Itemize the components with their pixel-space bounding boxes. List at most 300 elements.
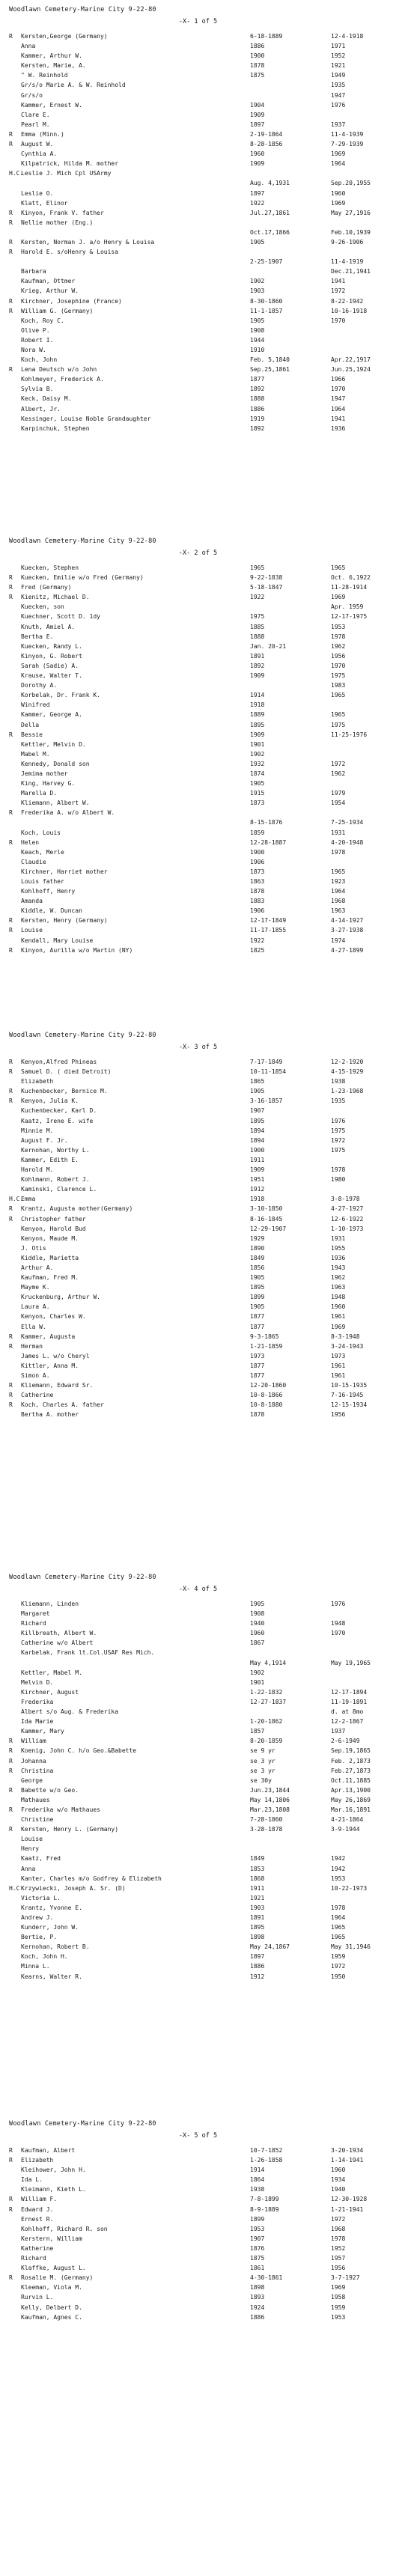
record-marker: R: [9, 1738, 13, 1745]
burial-record-row: [9, 936, 387, 946]
death-date: 3-20-1934: [331, 2147, 364, 2154]
person-name: Koch, Louis: [21, 829, 61, 836]
burial-record-row: [9, 1126, 387, 1136]
burial-record-row: [9, 100, 387, 110]
birth-date: 1905: [250, 1274, 265, 1282]
burial-record-row: [9, 1961, 387, 1971]
death-date: 1974: [331, 937, 346, 944]
death-date: 4-15-1929: [331, 1068, 364, 1076]
person-name: Clare E.: [21, 111, 50, 118]
burial-record-row: [9, 828, 387, 838]
burial-record-row: [9, 1351, 387, 1361]
death-date: 1949: [331, 72, 346, 79]
burial-record-row: [9, 1106, 387, 1115]
burial-record-row: [9, 1273, 387, 1282]
person-name: Kuechner, Scott D. 1dy: [21, 613, 100, 621]
death-date: 1961: [331, 1372, 346, 1379]
burial-record-row: [9, 1805, 387, 1815]
birth-date: 1-22-1832: [250, 1688, 283, 1696]
record-marker: R: [9, 366, 13, 374]
birth-date: 1904: [250, 101, 265, 109]
burial-record-row: [9, 1282, 387, 1292]
death-date: May 27,1916: [331, 209, 371, 216]
record-marker: R: [9, 1088, 13, 1095]
death-date: 1964: [331, 888, 346, 895]
burial-record-row: [9, 2175, 387, 2184]
burial-record-row: [9, 228, 387, 237]
birth-date: 1892: [250, 424, 265, 432]
burial-record-row: [9, 394, 387, 404]
person-name: Klaffke, August L.: [21, 2265, 86, 2272]
burial-record-row: [9, 1893, 387, 1903]
death-date: 1947: [331, 395, 346, 403]
burial-record-row: [9, 306, 387, 316]
person-name: Louise: [21, 927, 43, 934]
birth-date: 7-8-1899: [250, 2196, 279, 2203]
death-date: 7-25-1934: [331, 819, 364, 826]
birth-date: 1825: [250, 946, 265, 954]
record-marker: R: [9, 2147, 13, 2154]
birth-date: 12-17-1849: [250, 917, 287, 925]
birth-date: 12-28-1887: [250, 838, 287, 846]
person-name: Kettler, Mabel M.: [21, 1669, 82, 1676]
person-name: Kaatz, Irene E. wife: [21, 1117, 94, 1124]
burial-record-row: [9, 326, 387, 335]
birth-date: 1899: [250, 1294, 265, 1301]
death-date: 7-29-1939: [331, 141, 364, 148]
burial-record-row: [9, 1332, 387, 1342]
burial-record-row: [9, 149, 387, 159]
burial-record-row: [9, 198, 387, 208]
person-name: Ernest R.: [21, 2215, 54, 2223]
death-date: 3-7-1927: [331, 2274, 360, 2282]
birth-date: 1909: [250, 160, 265, 168]
burial-record-row: [9, 1234, 387, 1243]
death-date: 1964: [331, 160, 346, 168]
burial-record-row: [9, 582, 387, 592]
record-marker: R: [9, 2157, 13, 2164]
birth-date: 6-18-1889: [250, 33, 283, 40]
person-name: Koch, John: [21, 356, 58, 364]
person-name: Nellie mother (Eng.): [21, 219, 94, 226]
person-name: Pearl M.: [21, 121, 50, 128]
person-name: Elizabeth: [21, 2157, 54, 2164]
person-name: Kersten,George (Germany): [21, 33, 108, 40]
death-date: 1931: [331, 829, 346, 836]
birth-date: se 30y: [250, 1776, 272, 1784]
birth-date: 1922: [250, 594, 265, 601]
death-date: 1950: [331, 1973, 346, 1980]
birth-date: 1905: [250, 1303, 265, 1311]
death-date: Sep.20,1955: [331, 180, 371, 187]
birth-date: 1867: [250, 1639, 265, 1647]
record-marker: R: [9, 1059, 13, 1065]
burial-record-row: [9, 2205, 387, 2214]
birth-date: 1940: [250, 1620, 265, 1627]
burial-record-row: [9, 730, 387, 740]
burial-record-row: [9, 1214, 387, 1224]
person-name: Ida L.: [21, 2176, 43, 2184]
burial-record-row: [9, 1785, 387, 1795]
person-name: Kiddle, Marietta: [21, 1254, 79, 1261]
person-name: Kliemann, Edward Sr.: [21, 1382, 94, 1389]
death-date: 1968: [331, 898, 346, 905]
birth-date: 8-30-1860: [250, 297, 283, 305]
death-date: 1972: [331, 760, 346, 767]
burial-record-row: [9, 808, 387, 817]
birth-date: 1886: [250, 405, 265, 412]
burial-record-row: [9, 720, 387, 730]
death-date: 1960: [331, 189, 346, 197]
person-name: Kammer, Edith E.: [21, 1156, 79, 1163]
person-name: Christine: [21, 1816, 54, 1824]
birth-date: 1853: [250, 1865, 265, 1872]
person-name: Kersten, Henry L. (Germany): [21, 1826, 119, 1833]
person-name: Krzywiecki, Joseph A. Sr. (D): [21, 1884, 126, 1892]
burial-record-row: [9, 296, 387, 306]
death-date: 1956: [331, 2265, 346, 2272]
death-date: 1942: [331, 1865, 346, 1872]
person-name: Kunderr, John W.: [21, 1924, 79, 1931]
death-date: 1964: [331, 405, 346, 412]
birth-date: 1907: [250, 1107, 265, 1115]
birth-date: 1905: [250, 317, 265, 324]
birth-date: 1918: [250, 701, 265, 709]
person-name: Kienitz, Michael D.: [21, 594, 90, 601]
person-name: August W.: [21, 141, 54, 148]
record-marker: R: [9, 219, 13, 226]
death-date: 1976: [331, 1117, 346, 1124]
death-date: 1972: [331, 1963, 346, 1970]
person-name: Mathaues: [21, 1796, 50, 1803]
birth-date: 8-16-1845: [250, 1215, 283, 1222]
burial-record-row: [9, 1972, 387, 1982]
birth-date: 1914: [250, 2167, 265, 2174]
burial-record-row: [9, 237, 387, 247]
person-name: Korbelak, Dr. Frank K.: [21, 692, 100, 699]
burial-record-row: [9, 886, 387, 896]
death-date: 11-4-1919: [331, 258, 364, 266]
death-date: 1962: [331, 1274, 346, 1282]
birth-date: 1960: [250, 150, 265, 158]
person-name: Leslie J. Mich Cpl USArmy: [21, 170, 112, 177]
burial-record-row: [9, 2273, 387, 2283]
birth-date: 9-22-1838: [250, 574, 283, 582]
birth-date: 1973: [250, 1352, 265, 1359]
birth-date: 1868: [250, 1875, 265, 1882]
birth-date: 1873: [250, 868, 265, 875]
record-marker: R: [9, 130, 13, 138]
birth-date: 1953: [250, 2225, 265, 2232]
death-date: Apr.13,1900: [331, 1786, 371, 1794]
burial-record-row: [9, 1932, 387, 1942]
burial-record-row: [9, 2184, 387, 2194]
birth-date: 1874: [250, 770, 265, 777]
birth-date: 3-28-1878: [250, 1826, 283, 1833]
burial-record-row: [9, 2303, 387, 2312]
person-name: Kirchner, Josephine (France): [21, 297, 122, 305]
death-date: Feb.10,1939: [331, 228, 371, 236]
birth-date: Jun.23,1844: [250, 1786, 290, 1794]
person-name: Karpinchuk, Stephen: [21, 424, 90, 432]
death-date: 12-15-1934: [331, 1401, 368, 1409]
transcription-sheet: [9, 2119, 387, 2322]
burial-record-row: [9, 1687, 387, 1697]
burial-record-row: [9, 218, 387, 228]
birth-date: 1918: [250, 1196, 265, 1203]
person-name: Kernohan, Robert B.: [21, 1943, 90, 1951]
birth-date: 1909: [250, 731, 265, 738]
person-name: Marella D.: [21, 790, 58, 797]
death-date: 1971: [331, 43, 346, 50]
death-date: 1973: [331, 1352, 346, 1359]
burial-record-row: [9, 247, 387, 257]
birth-date: 10-8-1880: [250, 1401, 283, 1409]
person-name: Leslie O.: [21, 189, 54, 197]
person-name: Kendall, Mary Louise: [21, 937, 94, 944]
birth-date: se 3 yr: [250, 1767, 275, 1774]
death-date: 9-26-1906: [331, 238, 364, 246]
burial-record-row: [9, 1628, 387, 1638]
burial-record-row: [9, 2253, 387, 2263]
person-name: Barbara: [21, 268, 46, 275]
birth-date: 1891: [250, 652, 265, 660]
record-marker: R: [9, 249, 13, 256]
record-marker: R: [9, 1806, 13, 1813]
burial-record-row: [9, 1942, 387, 1952]
birth-date: 1906: [250, 907, 265, 915]
person-name: Elizabeth: [21, 1078, 54, 1085]
death-date: 12-6-1922: [331, 1215, 364, 1222]
person-name: Koch, Charles A. father: [21, 1401, 104, 1409]
death-date: 4-14-1927: [331, 917, 364, 925]
birth-date: 1892: [250, 386, 265, 393]
burial-record-row: [9, 1638, 387, 1648]
person-name: Fred (Germany): [21, 584, 72, 591]
birth-date: 1902: [250, 1669, 265, 1676]
burial-record-row: [9, 2244, 387, 2253]
burial-record-row: [9, 1756, 387, 1766]
death-date: May 19,1965: [331, 1659, 371, 1666]
birth-date: 1888: [250, 395, 265, 403]
birth-date: 1875: [250, 2255, 265, 2262]
birth-date: 1890: [250, 1244, 265, 1252]
birth-date: 1-21-1859: [250, 1342, 283, 1350]
burial-record-row: [9, 2155, 387, 2165]
birth-date: 1909: [250, 672, 265, 680]
death-date: 1976: [331, 101, 346, 109]
death-date: Feb. 2,1873: [331, 1757, 371, 1764]
burial-record-row: [9, 2194, 387, 2204]
sheet-header: Woodlawn Cemetery-Marine City 9-22-80: [9, 2120, 156, 2128]
person-name: August F. Jr.: [21, 1136, 68, 1144]
death-date: 1975: [331, 1146, 346, 1154]
death-date: 1975: [331, 672, 346, 680]
person-name: Herman: [21, 1342, 43, 1350]
birth-date: 1960: [250, 1630, 265, 1637]
person-name: Ida Marie: [21, 1718, 54, 1726]
page-number-label: -X- 2 of 5: [178, 549, 218, 557]
death-date: Jun.25,1924: [331, 366, 371, 374]
burial-record-row: [9, 867, 387, 877]
death-date: 1960: [331, 1303, 346, 1311]
burial-record-row: [9, 651, 387, 661]
death-date: 1980: [331, 1176, 346, 1184]
burial-record-row: [9, 424, 387, 433]
person-name: Kohlmann, Robert J.: [21, 1176, 90, 1184]
death-date: 1936: [331, 424, 346, 432]
person-name: Bertha E.: [21, 633, 54, 640]
person-name: Kammer, George A.: [21, 711, 82, 719]
birth-date: 1891: [250, 1914, 265, 1921]
record-marker: R: [9, 1747, 13, 1755]
burial-record-row: [9, 925, 387, 935]
person-name: " W. Reinhold: [21, 72, 68, 79]
person-name: Kanter, Charles m/o Godfrey & Elizabeth: [21, 1875, 162, 1882]
birth-date: 1922: [250, 199, 265, 207]
transcription-sheet: [9, 1030, 387, 1419]
person-name: Kaufman, Fred M.: [21, 1274, 79, 1282]
death-date: 1931: [331, 1234, 346, 1242]
burial-record-row: [9, 345, 387, 355]
person-name: Koenig, John C. h/o Geo.&Babette: [21, 1747, 137, 1755]
burial-record-row: [9, 1302, 387, 1312]
birth-date: 1902: [250, 750, 265, 758]
death-date: Oct.11,1885: [331, 1776, 371, 1784]
sheet-header: Woodlawn Cemetery-Marine City 9-22-80: [9, 6, 156, 13]
death-date: 1969: [331, 150, 346, 158]
record-marker: R: [9, 1205, 13, 1213]
burial-record-row: [9, 1864, 387, 1874]
death-date: 3-27-1938: [331, 927, 364, 934]
death-date: 12-2-1920: [331, 1059, 364, 1065]
death-date: 1983: [331, 682, 346, 689]
death-date: Apr. 1959: [331, 603, 364, 611]
burial-record-row: [9, 51, 387, 61]
person-name: Albert s/o Aug. & Frederika: [21, 1708, 119, 1716]
burial-record-row: [9, 1410, 387, 1419]
death-date: 1-10-1973: [331, 1225, 364, 1232]
burial-record-row: [9, 710, 387, 719]
burial-record-row: [9, 1145, 387, 1155]
person-name: Kersten, Norman J. a/o Henry & Louisa: [21, 238, 155, 246]
birth-date: 1861: [250, 2265, 265, 2272]
burial-record-row: [9, 740, 387, 749]
record-marker: R: [9, 2205, 13, 2213]
birth-date: 1897: [250, 121, 265, 128]
person-name: Nora W.: [21, 347, 46, 353]
burial-record-row: [9, 1380, 387, 1390]
burial-record-row: [9, 1884, 387, 1893]
person-name: Catherine w/o Albert: [21, 1639, 94, 1647]
death-date: 1969: [331, 2284, 346, 2292]
person-name: Kerstern, William: [21, 2235, 82, 2242]
person-name: Kilpatrick, Hilda M. mother: [21, 160, 119, 168]
burial-record-row: [9, 906, 387, 916]
birth-date: 1894: [250, 1136, 265, 1144]
birth-date: 8-28-1856: [250, 141, 283, 148]
person-name: Olive P.: [21, 326, 50, 334]
death-date: 4-21-1864: [331, 1816, 364, 1824]
record-marker: R: [9, 1215, 13, 1222]
death-date: 1965: [331, 868, 346, 875]
person-name: Kuecken, Stephen: [21, 564, 79, 571]
death-date: 1961: [331, 1362, 346, 1369]
death-date: 1948: [331, 1294, 346, 1301]
person-name: Victoria L.: [21, 1894, 61, 1901]
person-name: William F.: [21, 2196, 58, 2203]
record-marker: R: [9, 297, 13, 305]
birth-date: 10-7-1852: [250, 2147, 283, 2154]
person-name: Catherine: [21, 1392, 54, 1399]
birth-date: 1892: [250, 662, 265, 669]
birth-date: 8-15-1876: [250, 819, 283, 826]
death-date: 1953: [331, 1875, 346, 1882]
burial-record-row: [9, 857, 387, 867]
death-date: 1966: [331, 376, 346, 383]
death-date: 1952: [331, 52, 346, 60]
birth-date: May 14,1806: [250, 1796, 290, 1803]
person-name: Keck, Daisy M.: [21, 395, 72, 403]
person-name: James L. w/o Cheryl: [21, 1352, 90, 1359]
burial-record-row: [9, 316, 387, 326]
burial-record-row: [9, 1697, 387, 1707]
death-date: 1961: [331, 1313, 346, 1321]
death-date: 1956: [331, 1411, 346, 1419]
record-marker: R: [9, 209, 13, 216]
burial-record-row: [9, 1913, 387, 1922]
person-name: Kersten, Marie, A.: [21, 62, 86, 70]
death-date: 1921: [331, 62, 346, 70]
person-name: Kinyon, G. Robert: [21, 652, 82, 660]
burial-record-row: [9, 178, 387, 188]
death-date: 1970: [331, 386, 346, 393]
burial-record-row: [9, 404, 387, 414]
birth-date: 1863: [250, 878, 265, 885]
birth-date: 1901: [250, 1678, 265, 1686]
burial-record-row: [9, 1400, 387, 1410]
burial-record-row: [9, 1874, 387, 1884]
death-date: 1970: [331, 1630, 346, 1637]
person-name: Louis father: [21, 878, 64, 885]
burial-record-row: [9, 1609, 387, 1619]
death-date: 1960: [331, 2167, 346, 2174]
birth-date: 1877: [250, 1372, 265, 1379]
burial-record-row: [9, 1067, 387, 1077]
burial-record-row: [9, 877, 387, 886]
page-number-label: -X- 5 of 5: [178, 2132, 218, 2140]
death-date: 1970: [331, 662, 346, 669]
death-date: Oct. 6,1922: [331, 574, 371, 582]
death-date: 1-21-1941: [331, 2205, 364, 2213]
record-marker: R: [9, 1068, 13, 1076]
death-date: 1978: [331, 633, 346, 640]
person-name: Kettler, Melvin D.: [21, 740, 86, 748]
person-name: Bertie, P.: [21, 1934, 58, 1941]
birth-date: Feb. 5,1840: [250, 356, 290, 364]
birth-date: 1912: [250, 1973, 265, 1980]
record-marker: R: [9, 927, 13, 934]
burial-record-row: [9, 1599, 387, 1609]
person-name: Lena Deutsch w/o John: [21, 366, 97, 374]
burial-record-row: [9, 1776, 387, 1785]
birth-date: 1975: [250, 613, 265, 621]
birth-date: 1875: [250, 72, 265, 79]
death-date: 11-19-1891: [331, 1698, 368, 1705]
burial-record-row: [9, 286, 387, 296]
person-name: Gr/s/o Marie A. & W. Reinhold: [21, 82, 126, 89]
birth-date: 10-8-1866: [250, 1392, 283, 1399]
